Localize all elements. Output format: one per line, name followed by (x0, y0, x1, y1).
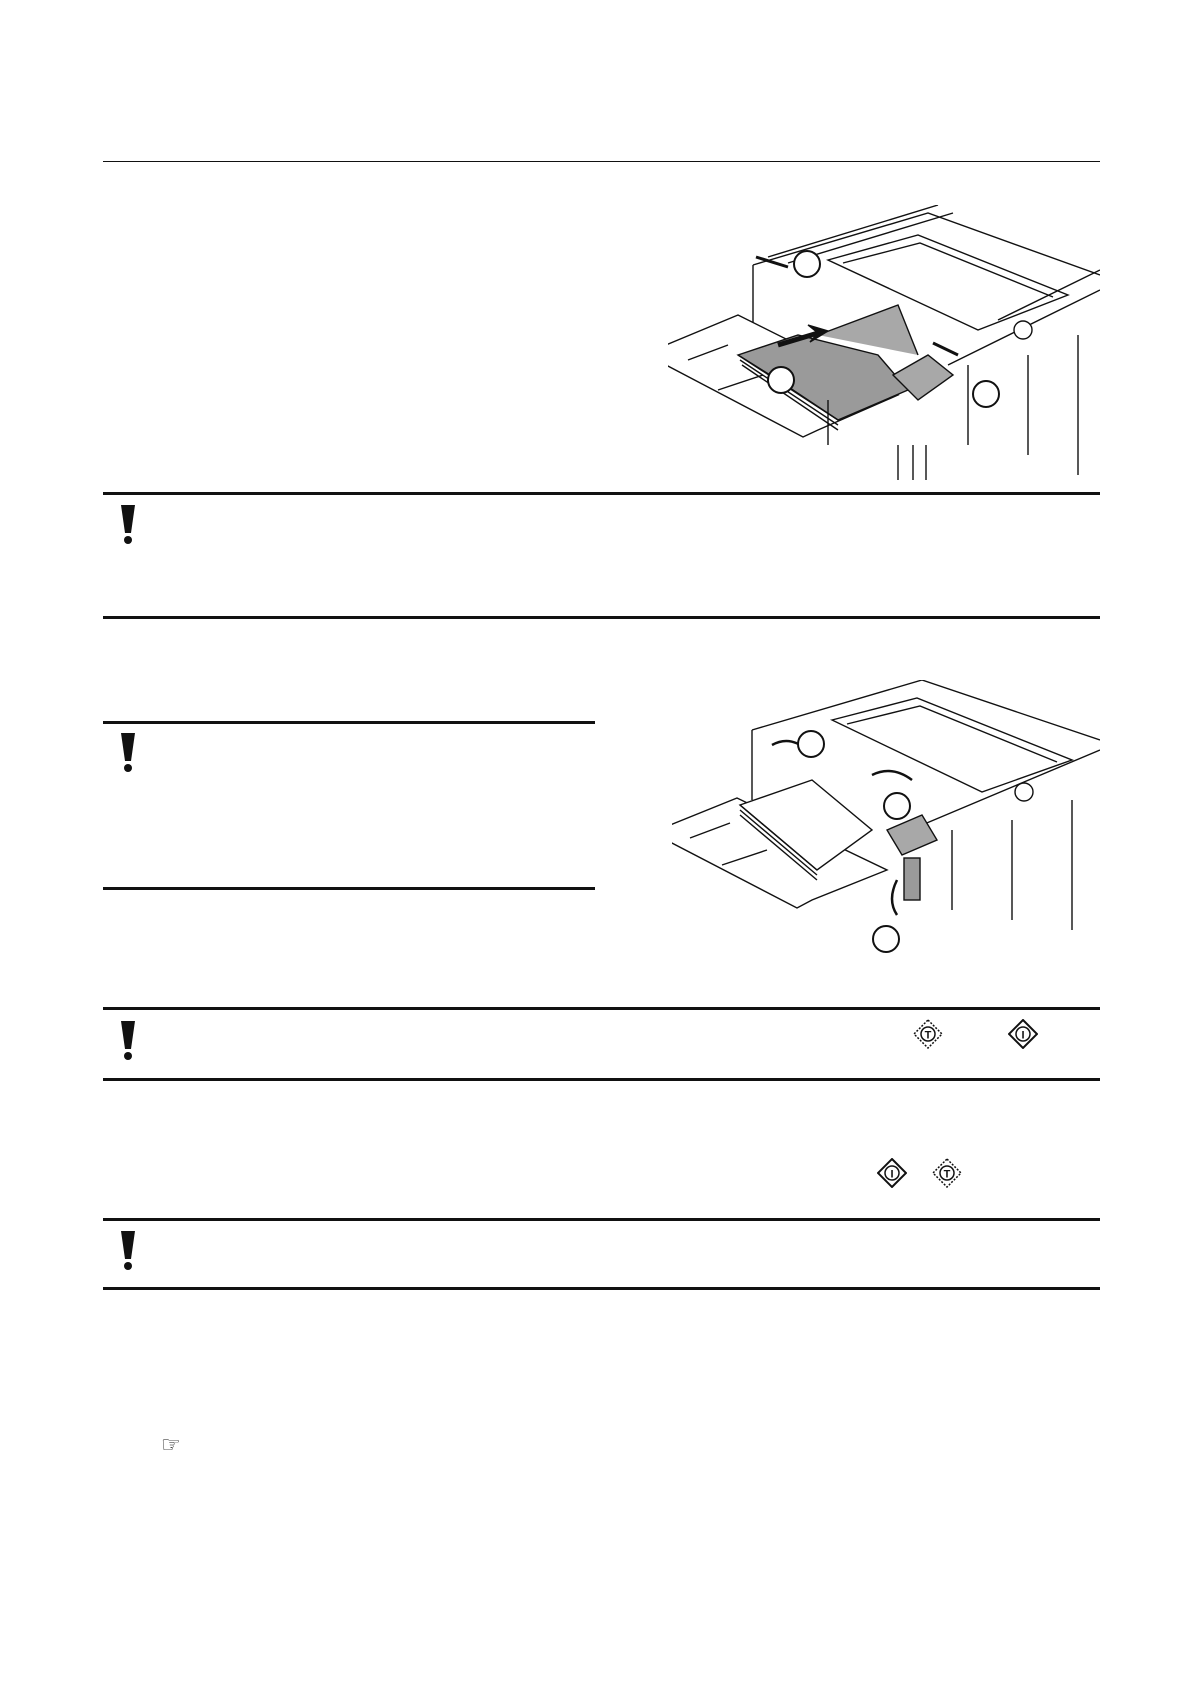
diamond-t-icon (932, 1158, 962, 1188)
callout-3 (972, 380, 1000, 408)
caution-3-top-rule (103, 1007, 1100, 1010)
machine-right-body (922, 750, 1100, 930)
exclamation-warning-icon (117, 505, 139, 545)
adjust-knob (1014, 321, 1032, 339)
exclamation-warning-icon (117, 733, 139, 773)
caution-1-top-rule (103, 492, 1100, 495)
figure-paper-loading (668, 205, 1100, 480)
header-rule (103, 161, 1100, 162)
exclamation-warning-icon (117, 1231, 139, 1271)
svg-text:T: T (943, 1168, 951, 1181)
diamond-i-icon (877, 1158, 907, 1188)
output-tray (832, 698, 1072, 792)
caution-4-top-rule (103, 1218, 1100, 1221)
paper-guide (887, 815, 937, 855)
machine-right-top (998, 270, 1100, 320)
adjust-knob (1015, 783, 1033, 801)
callout-1 (797, 730, 825, 758)
output-tray (828, 235, 1068, 330)
caution-2-bottom-rule (103, 887, 595, 890)
callout-2 (883, 792, 911, 820)
machine-right-body (948, 290, 1100, 475)
callout-1 (793, 250, 821, 278)
caution-4-bottom-rule (103, 1287, 1100, 1290)
diamond-i-icon (1008, 1019, 1038, 1049)
svg-text:I: I (890, 1168, 894, 1181)
diamond-t-icon (913, 1019, 943, 1049)
caution-3-bottom-rule (103, 1078, 1100, 1081)
caution-2-top-rule (103, 721, 595, 724)
svg-text:I: I (1021, 1029, 1025, 1042)
pointing-hand-icon: ☞ (161, 1433, 181, 1458)
callout-3 (872, 925, 900, 953)
exclamation-warning-icon (117, 1021, 139, 1061)
rotate-arrow-3 (892, 880, 897, 915)
rotate-arrow-2 (872, 771, 912, 780)
guide-arrow-right (933, 343, 958, 355)
lock-lever (904, 858, 920, 900)
svg-text:T: T (924, 1029, 932, 1042)
callout-2 (767, 366, 795, 394)
machine-legs (898, 445, 926, 480)
caution-1-bottom-rule (103, 616, 1100, 619)
output-tray-inner (843, 243, 1053, 297)
